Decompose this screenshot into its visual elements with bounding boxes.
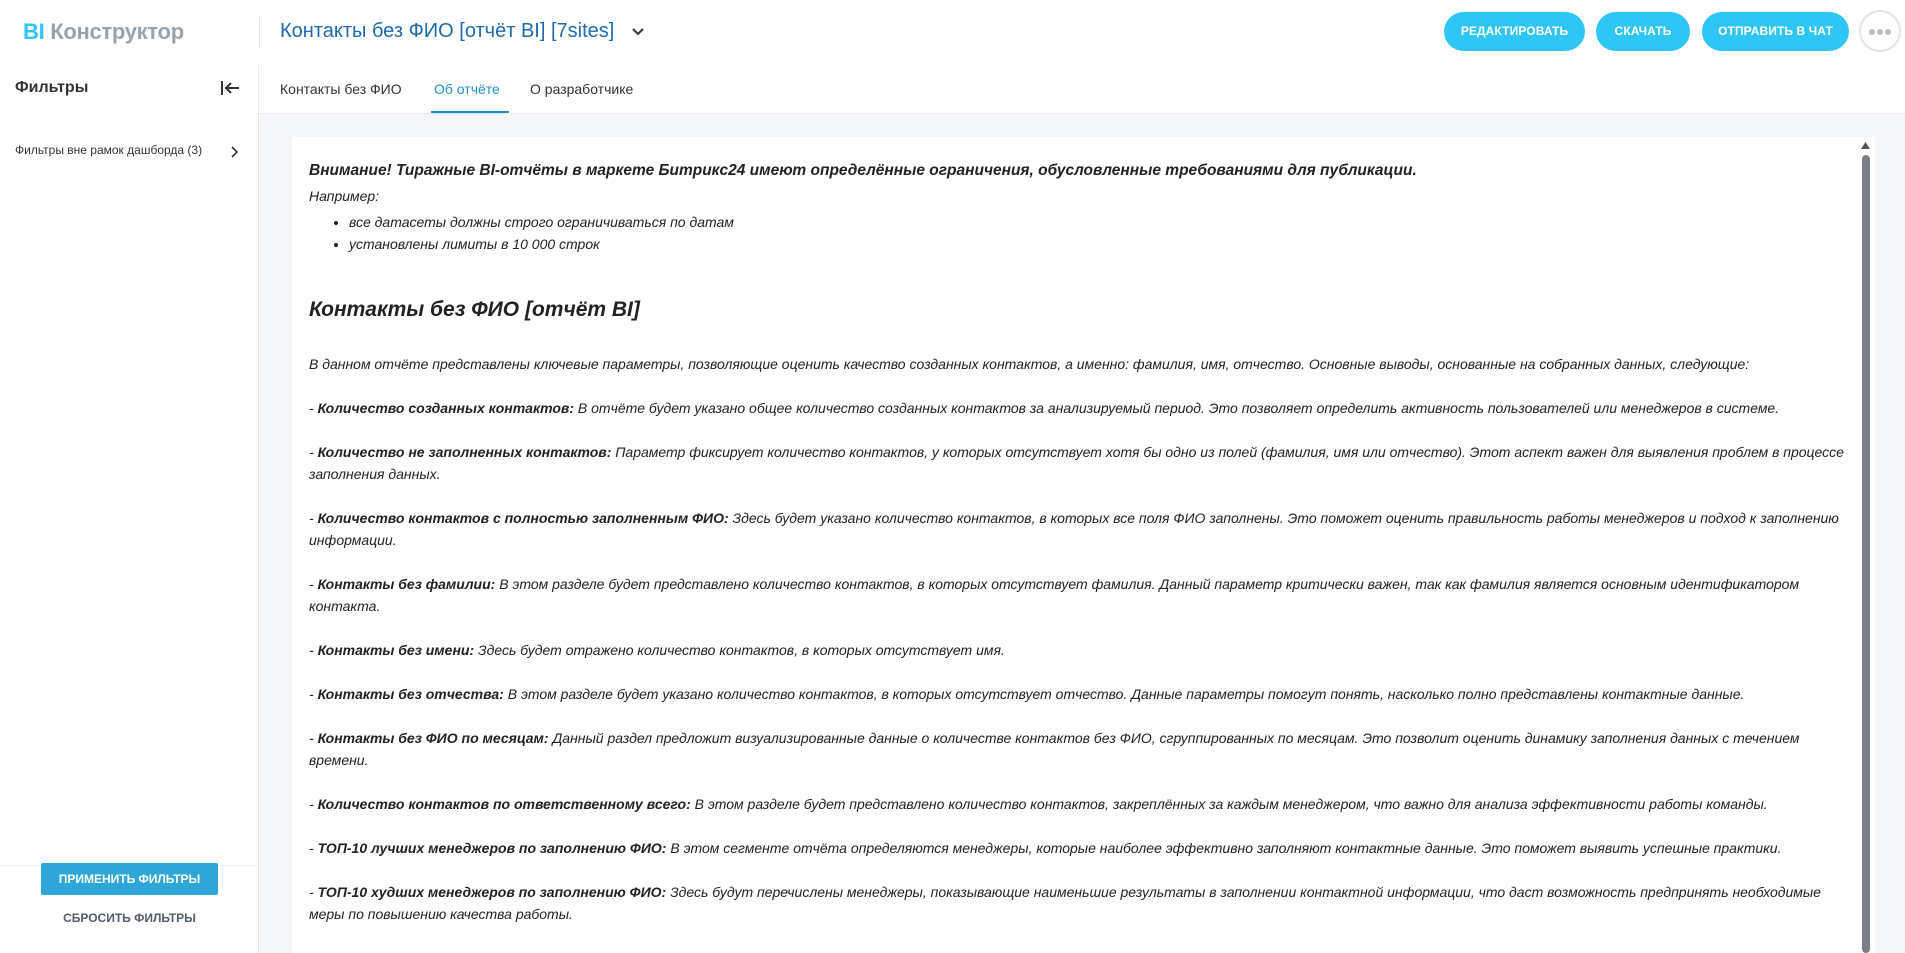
description-item: - Количество контактов с полностью заполненным ФИО: Здесь будет указано количество контактов, в которых все поля ФИО заполнены. Это поможет оценить правильность работы менеджеров и подход к заполнению информации. bbox=[309, 510, 1839, 548]
description-item: - Количество не заполненных контактов: Параметр фиксирует количество контактов, у которых отсутствует хотя бы одно из полей (фамилия, имя или отчество). Этот аспект важен для выявления проблем в процессе заполнения данных. bbox=[309, 444, 1844, 482]
item-text: В этом разделе будет представлено количество контактов, в которых отсутствует фамилия. Данный параметр критически важен, так как фамилия является основным идентификатором контакта. bbox=[309, 576, 1800, 614]
item-title: Контакты без фамилии: bbox=[317, 576, 496, 592]
active-tab-indicator bbox=[431, 111, 509, 113]
logo-bi: BI bbox=[23, 19, 45, 44]
item-text: В этом сегменте отчёта определяются менеджеры, которые наиболее эффективно заполняют контактные данные. Это поможет выявить успешные практики. bbox=[670, 840, 1782, 856]
report-heading: Контакты без ФИО [отчёт BI] bbox=[309, 298, 640, 321]
limits-list bbox=[349, 211, 1849, 255]
description-item: - ТОП-10 худших менеджеров по заполнению ФИО: Здесь будут перечислены менеджеры, показывающие наименьшие результаты в заполнении контактной информации, что даст возможность предпринять необходимые меры по повышению качества работы. bbox=[309, 884, 1821, 922]
description-item: - Контакты без ФИО по месяцам: Данный раздел предложит визуализированные данные о количестве контактов без ФИО, сгруппированных по месяцам. Это позволит оценить динамику заполнения данных с течением времени. bbox=[309, 730, 1800, 768]
filters-outside-dashboard-group[interactable] bbox=[15, 139, 245, 161]
item-text: В этом разделе будет представлено количество контактов, закреплённых за каждым менеджером, что важно для анализа эффективности работы команды. bbox=[694, 796, 1768, 812]
filters-title: Фильтры bbox=[15, 79, 89, 96]
list-item: • установлены лимиты в 10 000 строк bbox=[349, 233, 1849, 255]
item-text: Параметр фиксирует количество контактов, у которых отсутствует хотя бы одно из полей (фамилия, имя или отчество). Этот аспект важен для выявления проблем в процессе заполнения данных. bbox=[309, 444, 1844, 482]
item-title: ТОП-10 лучших менеджеров по заполнению ФИО: bbox=[317, 840, 667, 856]
item-text: Здесь будет отражено количество контактов, в которых отсутствует имя. bbox=[478, 642, 1005, 658]
item-title: Количество контактов с полностью заполненным ФИО: bbox=[317, 510, 729, 526]
scroll-up-arrow-icon[interactable] bbox=[1861, 142, 1870, 149]
filters-sidebar bbox=[0, 65, 259, 953]
header-divider bbox=[259, 17, 260, 49]
edit-button[interactable]: РЕДАКТИРОВАТЬ bbox=[1444, 12, 1585, 51]
description-item: - ТОП-10 лучших менеджеров по заполнению ФИО: В этом сегменте отчёта определяются менеджеры, которые наиболее эффективно заполняют контактные данные. Это поможет выявить успешные практики. bbox=[309, 840, 1782, 856]
item-text: Здесь будут перечислены менеджеры, показывающие наименьшие результаты в заполнении контактной информации, что даст возможность предпринять необходимые меры по повышению качества работы. bbox=[309, 884, 1821, 922]
scrollbar-thumb[interactable] bbox=[1862, 155, 1870, 953]
report-description bbox=[309, 161, 1849, 925]
description-item: - Количество контактов по ответственному всего: В этом разделе будет представлено количество контактов, закреплённых за каждым менеджером, что важно для анализа эффективности работы команды. bbox=[309, 796, 1768, 812]
description-item: - Контакты без имени: Здесь будет отражено количество контактов, в которых отсутствует имя. bbox=[309, 642, 1005, 658]
logo-text: Конструктор bbox=[50, 19, 184, 44]
dashboard-tabs bbox=[260, 65, 1905, 114]
item-title: Контакты без отчества: bbox=[317, 686, 504, 702]
item-text: Здесь будет указано количество контактов, в которых все поля ФИО заполнены. Это поможет оценить правильность работы менеджеров и подход к заполнению информации. bbox=[309, 510, 1839, 548]
item-title: ТОП-10 худших менеджеров по заполнению ФИО: bbox=[317, 884, 667, 900]
item-title: Контакты без ФИО по месяцам: bbox=[317, 730, 549, 746]
chevron-right-icon bbox=[230, 146, 239, 158]
tab-contacts-without-fio[interactable]: Контакты без ФИО bbox=[280, 81, 402, 97]
reset-filters-button[interactable]: СБРОСИТЬ ФИЛЬТРЫ bbox=[63, 911, 196, 925]
more-menu-button[interactable] bbox=[1859, 10, 1901, 52]
example-label: Например: bbox=[309, 188, 380, 204]
tab-about-developer[interactable]: О разработчике bbox=[530, 81, 634, 97]
description-item: - Количество созданных контактов: В отчёте будет указано общее количество созданных контактов за анализируемый период. Это позволяет определить активность пользователей или менеджеров в системе. bbox=[309, 400, 1780, 416]
intro-paragraph: В данном отчёте представлены ключевые параметры, позволяющие оценить качество созданных контактов, а именно: фамилия, имя, отчество. Основные выводы, основанные на собранных данных, следующие: bbox=[309, 356, 1750, 372]
top-bar bbox=[0, 0, 1905, 65]
collapse-sidebar-icon[interactable] bbox=[219, 78, 241, 98]
item-title: Контакты без имени: bbox=[317, 642, 475, 658]
report-title[interactable]: Контакты без ФИО [отчёт BI] [7sites] bbox=[280, 20, 615, 42]
item-text: Данный раздел предложит визуализированные данные о количестве контактов без ФИО, сгруппированных по месяцам. Это позволит оценить динамику заполнения данных с течением времени. bbox=[309, 730, 1800, 768]
send-to-chat-button[interactable]: ОТПРАВИТЬ В ЧАТ bbox=[1702, 12, 1849, 51]
item-title: Количество не заполненных контактов: bbox=[317, 444, 612, 460]
tab-about-report[interactable]: Об отчёте bbox=[434, 81, 500, 97]
item-text: В этом разделе будет указано количество контактов, в которых отсутствует отчество. Данные параметры помогут понять, насколько полно представлены контактные данные. bbox=[507, 686, 1745, 702]
report-description-card bbox=[292, 137, 1875, 953]
download-button[interactable]: СКАЧАТЬ bbox=[1596, 12, 1690, 51]
item-title: Количество контактов по ответственному всего: bbox=[317, 796, 691, 812]
item-text: В отчёте будет указано общее количество созданных контактов за анализируемый период. Это позволяет определить активность пользователей или менеджеров в системе. bbox=[577, 400, 1780, 416]
item-title: Количество созданных контактов: bbox=[317, 400, 574, 416]
apply-filters-button[interactable]: ПРИМЕНИТЬ ФИЛЬТРЫ bbox=[41, 863, 218, 895]
list-item: • все датасеты должны строго ограничиваться по датам bbox=[349, 211, 1849, 233]
description-item: - Контакты без отчества: В этом разделе будет указано количество контактов, в которых отсутствует отчество. Данные параметры помогут понять, насколько полно представлены контактные данные. bbox=[309, 686, 1745, 702]
warning-text: Внимание! Тиражные BI-отчёты в маркете Битрикс24 имеют определённые ограничения, обусловленные требованиями для публикации. bbox=[309, 162, 1417, 179]
filter-group-label: Фильтры вне рамок дашборда (3) bbox=[15, 143, 203, 157]
description-item: - Контакты без фамилии: В этом разделе будет представлено количество контактов, в которых отсутствует фамилия. Данный параметр критически важен, так как фамилия является основным идентификатором контакта. bbox=[309, 576, 1800, 614]
chevron-down-icon[interactable] bbox=[631, 27, 645, 37]
more-dots-icon bbox=[1869, 28, 1891, 36]
app-logo[interactable] bbox=[23, 19, 184, 45]
